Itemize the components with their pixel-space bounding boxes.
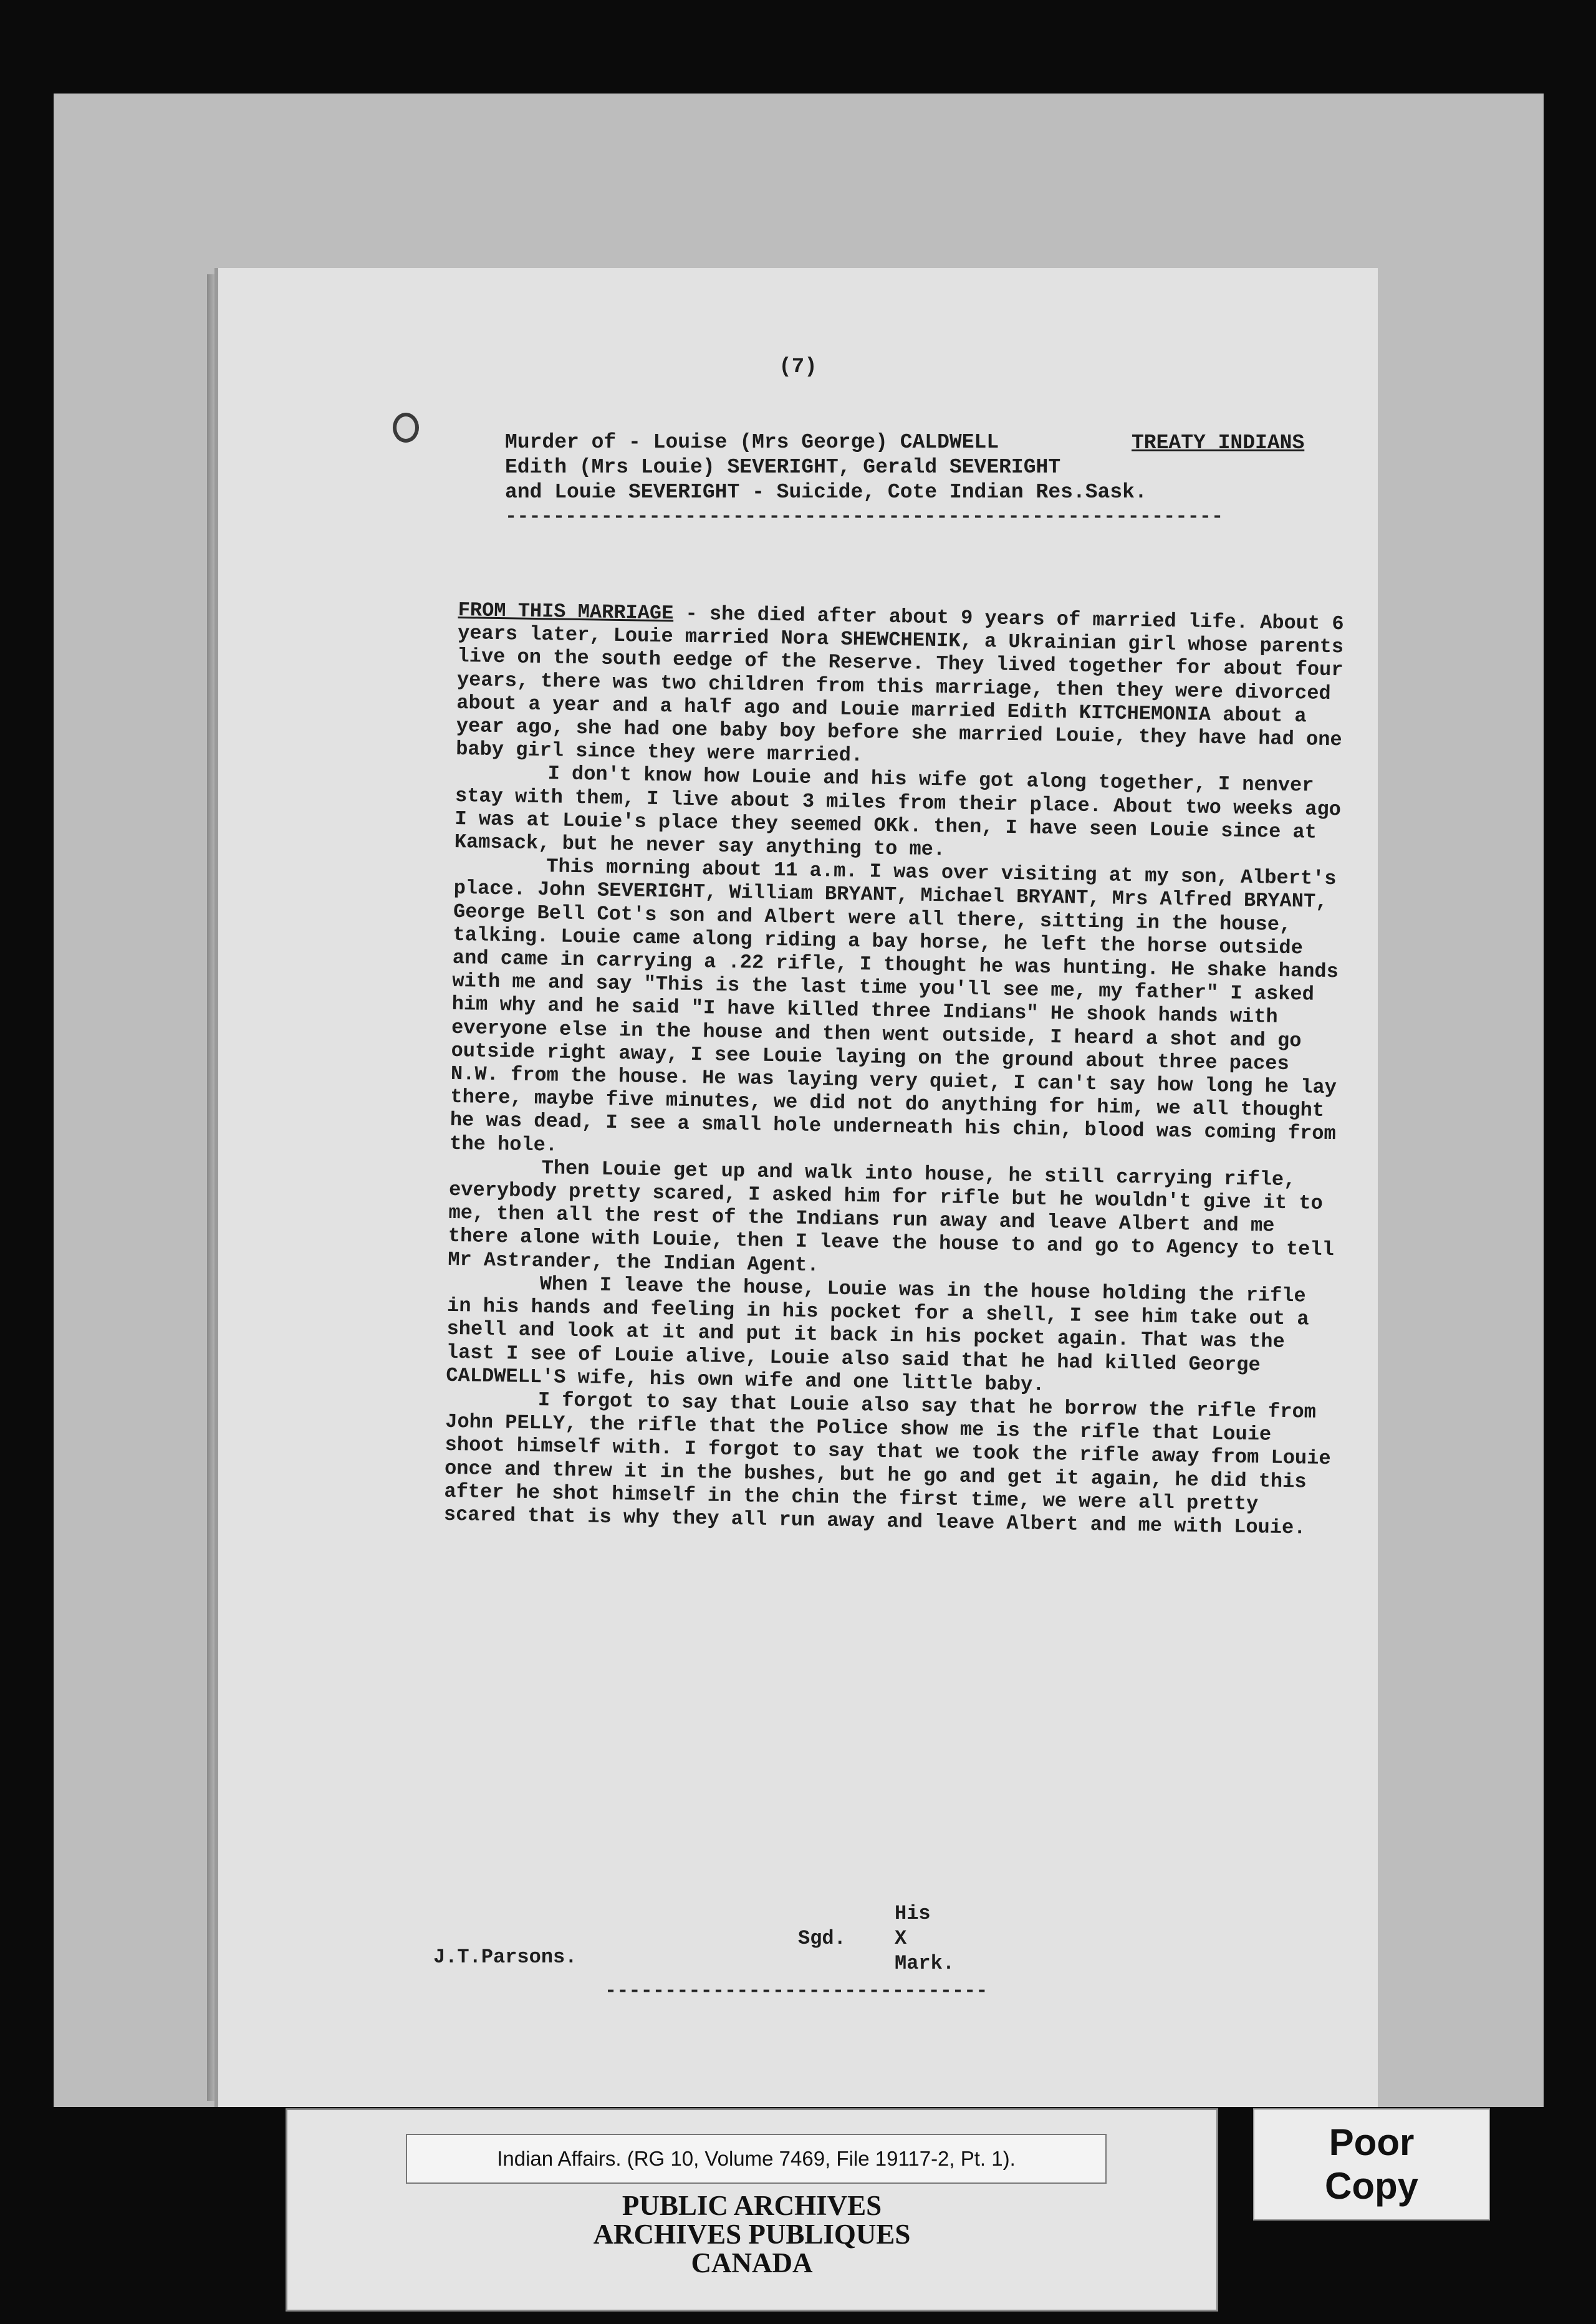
punch-hole	[393, 413, 419, 443]
statement-body	[444, 598, 1350, 1540]
document-page	[218, 268, 1378, 2107]
archives-stamp	[287, 2191, 1216, 2277]
archive-reference: Indian Affairs. (RG 10, Volume 7469, File 19117-2, Pt. 1).	[497, 2147, 1016, 2170]
signature-his: His	[895, 1902, 931, 1925]
heading-rule: ------------------------------------------------------------	[505, 505, 1224, 528]
poor-copy-label	[1253, 2108, 1490, 2221]
closing-rule: --------------------------------	[605, 1979, 988, 2002]
archives-line-3: CANADA	[691, 2247, 813, 2278]
signed-label: Sgd.	[798, 1927, 846, 1950]
archives-line-1: PUBLIC ARCHIVES	[622, 2190, 882, 2221]
statement-paragraph: I forgot to say that Louie also say that he borrow the rifle from John PELLY, the rifle that the Police show me is the rifle that Louie shoot himself with. I forgot to say that we took the rifle away from Louie once and threw it in the bushes, but he go and get it again, he did this after he shot himself in the chin the first time, we were all pretty scared that is why they all run away and leave Albert and me with Louie.	[443, 1388, 1331, 1540]
poor-copy-line-1: Poor	[1329, 2121, 1415, 2163]
archives-line-2: ARCHIVES PUBLIQUES	[593, 2219, 911, 2250]
poor-copy-line-2: Copy	[1325, 2165, 1418, 2207]
statement-lead: FROM THIS MARRIAGE	[458, 598, 674, 625]
statement-paragraph: When I leave the house, Louie was in the house holding the rifle in his hands and feeling in his pocket for a shell, I see him take out a shell and look at it and put it back in his pocket again. That was the last I see of Louie alive, Louie also said that he had killed George CALDWELL'S wife, his own wife and one little baby.	[446, 1272, 1309, 1396]
heading-line-3: and Louie SEVERIGHT - Suicide, Cote Indian Res.Sask.	[505, 481, 1147, 504]
heading-line-1: Murder of - Louise (Mrs George) CALDWELL	[505, 431, 999, 454]
witness-name: J.T.Parsons.	[433, 1946, 577, 1969]
statement-paragraph: I don't know how Louie and his wife got along together, I nenver stay with them, I live about 3 miles from their place. About two weeks ago I was at Louie's place they seemed OKk. then, I have seen Louie since at Kamsack, but he never say anything to me.	[454, 762, 1342, 862]
heading-line-2: Edith (Mrs Louie) SEVERIGHT, Gerald SEVERIGHT	[505, 456, 1061, 479]
treaty-indians-label: TREATY INDIANS	[1132, 431, 1305, 454]
statement-paragraph: This morning about 11 a.m. I was over visiting at my son, Albert's place. John SEVERIGHT, William BRYANT, Michael BRYANT, Mrs Alfred BRYANT, George Bell Cot's son and Albert were all there, sitting in the house, talking. Louie came along riding a bay horse, he left the horse outside and came in carrying a .22 rifle, I thought he was hunting. He shake hands with me and say "This is the last time you'll see me, my father" I asked him why and he said "I have killed three Indians" He shook hands with everyone else in the house and then went outside, I heard a shot and go outside right away, I see Louie laying on the ground about three paces N.W. from the house. He was laying very quiet, I can't say how long he lay there, maybe five minutes, we did not do anything for him, we all thought he was dead, I see a small hole underneath his chin, blood was coming from the hole.	[449, 855, 1339, 1157]
page-number: (7)	[779, 355, 817, 379]
archive-tag	[286, 2108, 1218, 2312]
statement-paragraph: FROM THIS MARRIAGE - she died after about 9 years of married life. About 6 years later, Louie married Nora SHEWCHENIK, a Ukrainian girl whose parents live on the south eedge of the Reserve. They lived together for about four years, there was two children from this marriage, then they were divorced about a year and a half ago and Louie married Edith KITCHEMONIA about a year ago, she had one baby boy before she married Louie, they have had one baby girl since they were married.	[455, 598, 1344, 767]
signature-x-mark: X	[895, 1927, 907, 1950]
signature-mark: Mark.	[895, 1952, 955, 1975]
statement-paragraph: Then Louie get up and walk into house, he still carrying rifle, everybody pretty scared, I asked him for rifle but he wouldn't give it to me, then all the rest of the Indians run away and leave Albert and me there alone with Louie, then I leave the house to and go to Agency to tell Mr Astrander, the Indian Agent.	[448, 1156, 1335, 1277]
archive-reference-label	[406, 2134, 1107, 2184]
